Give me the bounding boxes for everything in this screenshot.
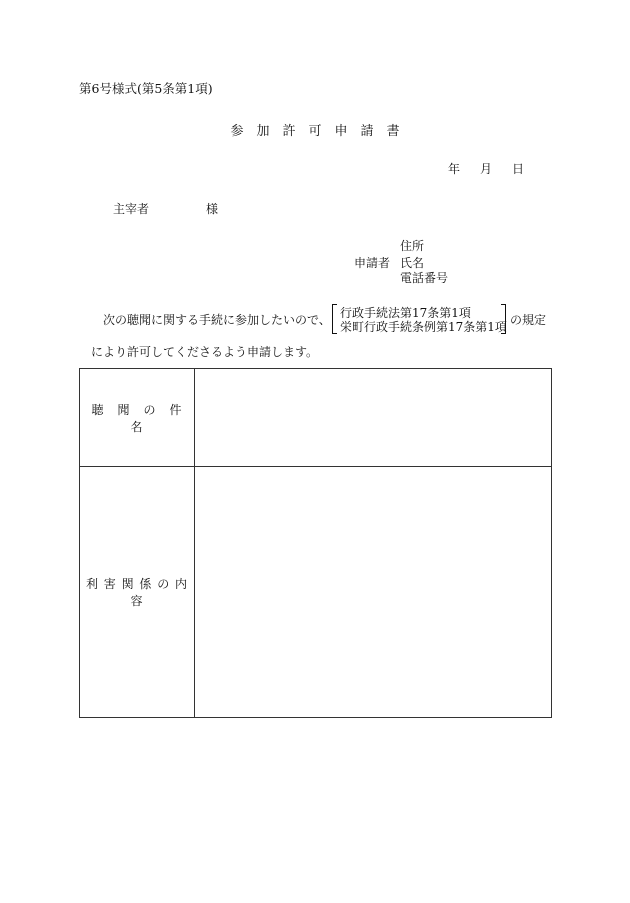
body-line2: により許可してくださるよう申請します。 bbox=[91, 345, 319, 359]
law-option-2: 栄町行政手続条例第17条第1項 bbox=[340, 320, 507, 334]
form-number: 第6号様式(第5条第1項) bbox=[79, 81, 213, 96]
date-year: 年 bbox=[448, 162, 461, 176]
table-row-interest bbox=[80, 467, 552, 718]
date-day: 日 bbox=[512, 162, 525, 176]
addressee-suffix: 様 bbox=[206, 202, 219, 216]
hearing-subject-label: 聴 聞 の 件 名 bbox=[80, 369, 195, 467]
table-row-subject bbox=[80, 369, 552, 467]
interest-details-label: 利 害 関 係 の 内 容 bbox=[80, 467, 195, 718]
applicant-address-label: 住所 bbox=[400, 239, 425, 253]
bracket-right bbox=[501, 304, 506, 334]
applicant-label: 申請者 bbox=[354, 256, 391, 270]
applicant-name-label: 氏名 bbox=[400, 256, 425, 270]
interest-details-field[interactable] bbox=[195, 467, 552, 718]
addressee-name: 主宰者 bbox=[113, 202, 150, 216]
body-line1-suffix: の規定 bbox=[510, 313, 547, 327]
hearing-subject-field[interactable] bbox=[195, 369, 552, 467]
application-table bbox=[79, 368, 552, 718]
bracket-left bbox=[332, 304, 337, 334]
date-line bbox=[448, 163, 524, 175]
document-title: 参 加 許 可 申 請 書 bbox=[230, 124, 400, 139]
law-option-1: 行政手続法第17条第1項 bbox=[340, 306, 471, 320]
applicant-phone-label: 電話番号 bbox=[400, 271, 449, 285]
body-line1-prefix: 次の聴聞に関する手続に参加したいので、 bbox=[103, 313, 331, 327]
date-month: 月 bbox=[480, 162, 493, 176]
law-options-bracket bbox=[332, 304, 506, 334]
